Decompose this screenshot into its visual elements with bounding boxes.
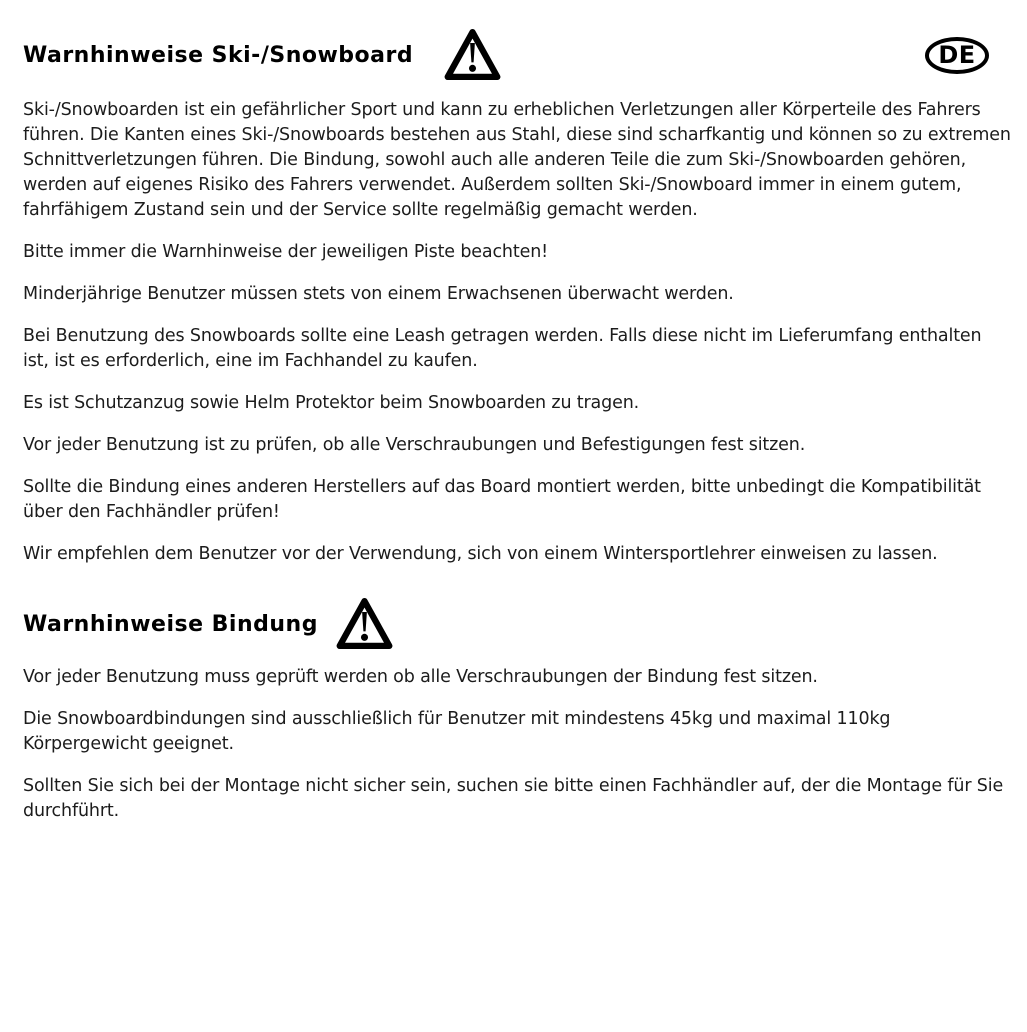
paragraph-instructor: Wir empfehlen dem Benutzer vor der Verwendung, sich von einem Wintersportlehrer einweisen zu lassen.: [23, 544, 938, 564]
warning-triangle-icon: [336, 596, 393, 653]
paragraph-weight-limit: Die Snowboardbindungen sind ausschließlich für Benutzer mit mindestens 45kg und maximal 110kg Körpergewicht geeignet.: [23, 709, 891, 754]
language-badge-de: DE: [925, 37, 989, 74]
paragraph-binding-check: Vor jeder Benutzung muss geprüft werden ob alle Verschraubungen der Bindung fest sitzen.: [23, 667, 818, 687]
paragraph-check-screws: Vor jeder Benutzung ist zu prüfen, ob alle Verschraubungen und Befestigungen fest sitzen.: [23, 435, 806, 455]
section-title-bindung: Warnhinweise Bindung: [23, 611, 318, 637]
warning-triangle-icon: [444, 27, 501, 84]
section-header-ski-snowboard: [23, 26, 1011, 84]
paragraph-piste-notice: Bitte immer die Warnhinweise der jeweiligen Piste beachten!: [23, 242, 549, 262]
section-body-bindung: [23, 665, 1011, 824]
paragraph-risk-warning: Ski-/Snowboarden ist ein gefährlicher Sport und kann zu erheblichen Verletzungen aller Körperteile des Fahrers führen. Die Kanten eines Ski-/Snowboards bestehen aus Stahl, diese sind scharfkantig und können so zu extremen Schnittverletzungen führen. Die Bindung, sowohl auch alle anderen Teile die zum Ski-/Snowboarden gehören, werden auf eigenes Risiko des Fahrers verwendet. Außerdem sollten Ski-/Snowboard immer in einem gutem, fahrfähigem Zustand sein und der Service sollte regelmäßig gemacht werden.: [23, 100, 1011, 220]
paragraph-dealer-mounting: Sollten Sie sich bei der Montage nicht sicher sein, suchen sie bitte einen Fachhändler auf, der die Montage für Sie durchführt.: [23, 776, 1004, 821]
paragraph-protective-gear: Es ist Schutzanzug sowie Helm Protektor beim Snowboarden zu tragen.: [23, 393, 640, 413]
paragraph-compatibility: Sollte die Bindung eines anderen Herstellers auf das Board montiert werden, bitte unbedingt die Kompatibilität über den Fachhändler prüfen!: [23, 477, 981, 522]
section-title-ski-snowboard: Warnhinweise Ski-/Snowboard: [23, 42, 414, 68]
section-header-bindung: [23, 595, 1011, 653]
paragraph-minors: Minderjährige Benutzer müssen stets von einem Erwachsenen überwacht werden.: [23, 284, 734, 304]
paragraph-leash: Bei Benutzung des Snowboards sollte eine Leash getragen werden. Falls diese nicht im Lieferumfang enthalten ist, ist es erforderlich, eine im Fachhandel zu kaufen.: [23, 326, 982, 371]
section-body-ski-snowboard: [23, 98, 1011, 567]
